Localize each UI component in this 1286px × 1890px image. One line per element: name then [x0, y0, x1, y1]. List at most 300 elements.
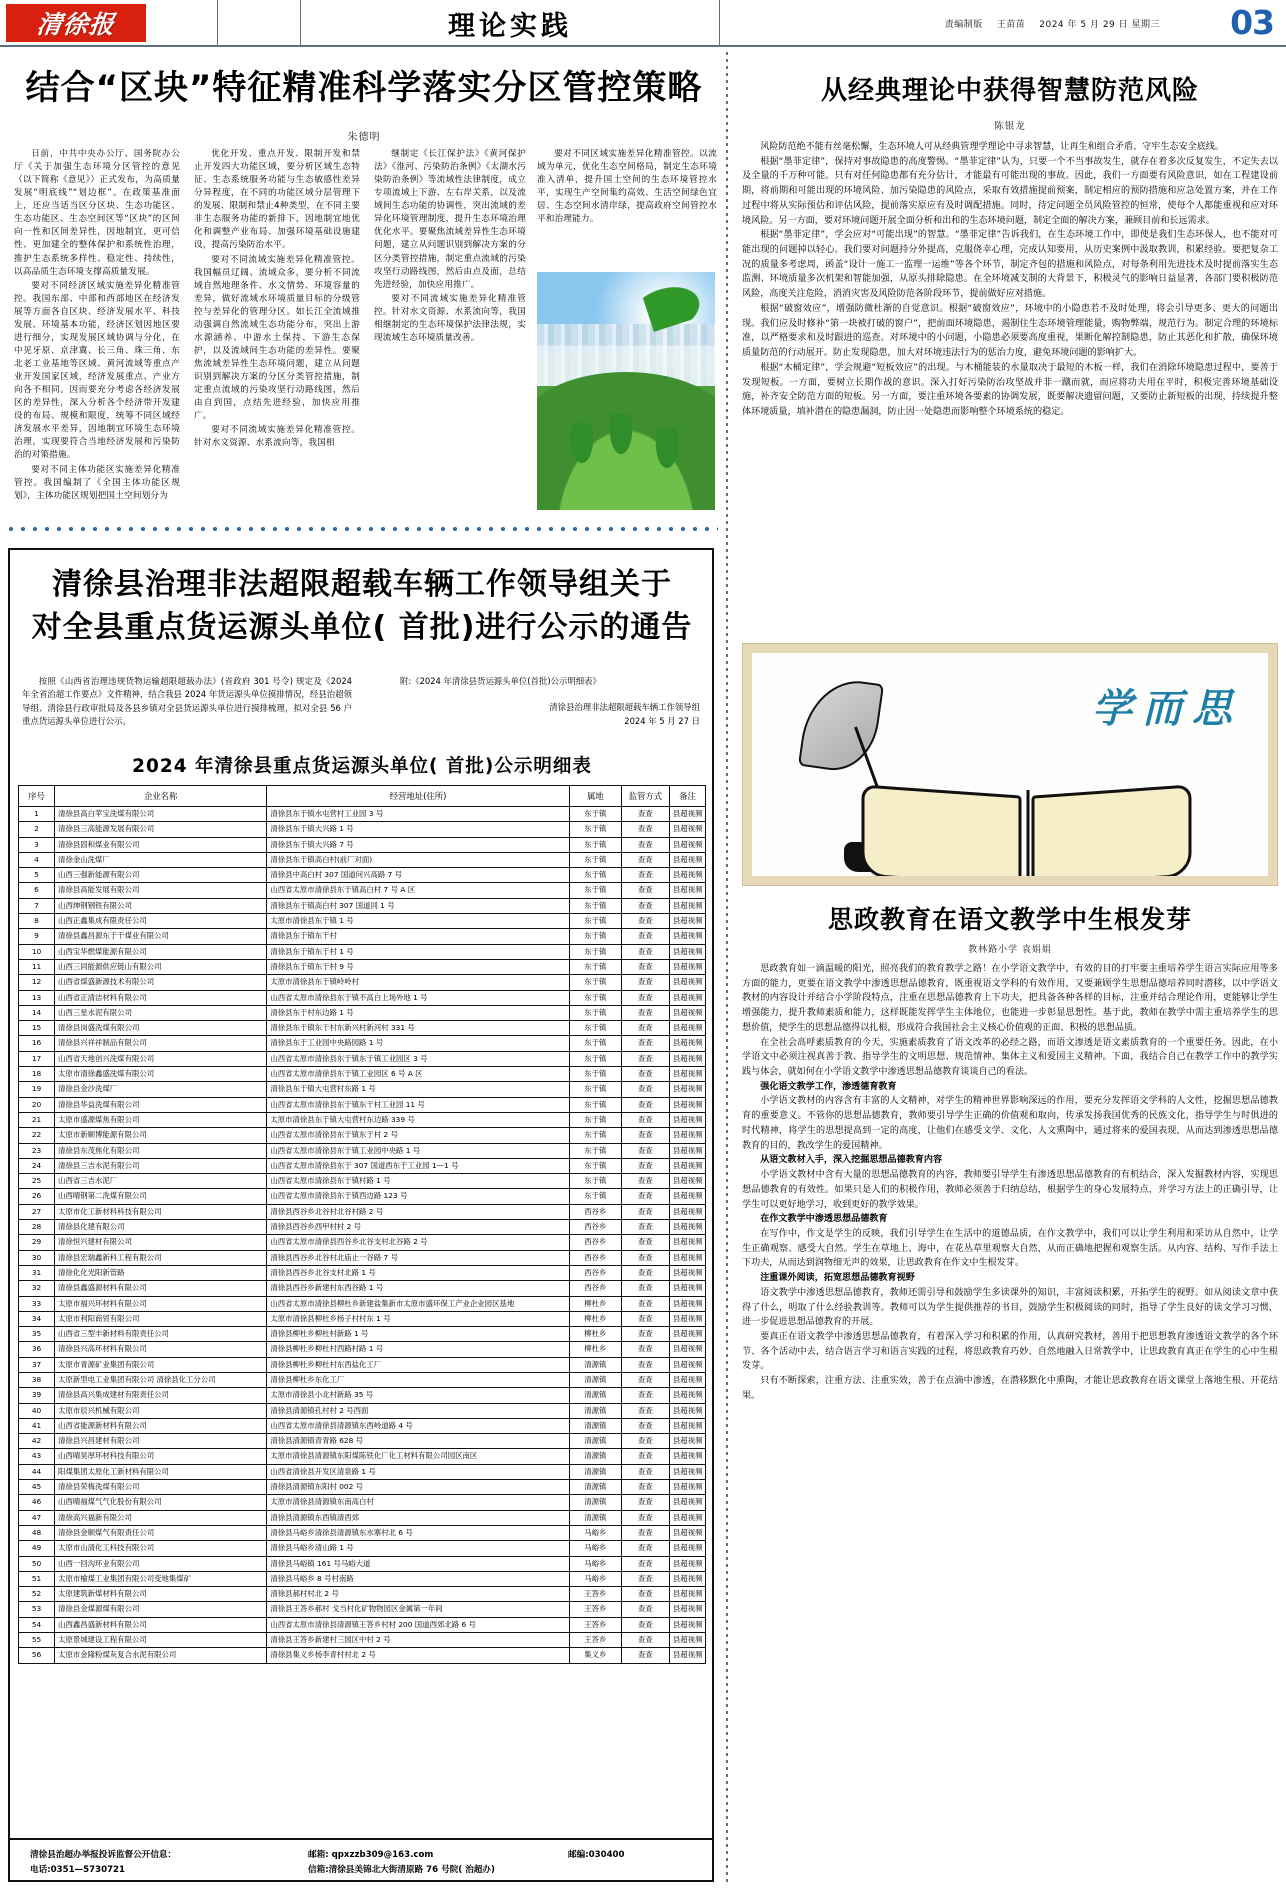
row-supervision: 查查 [621, 837, 669, 852]
row-index: 26 [19, 1189, 55, 1204]
row-index: 34 [19, 1311, 55, 1326]
table-row [19, 1296, 706, 1311]
table-row [19, 1036, 706, 1051]
row-address: 清徐县东于镇高白村 307 国道同 1 号 [267, 898, 569, 913]
row-remark: 县超视频 [669, 1372, 705, 1387]
paragraph: 根据“墨菲定律”，保持对事故隐患的高度警惕。“墨菲定律”认为，只要一个不当事故发生，就存在着多次反复发生，不定失去以及全量的千万种可能。只有对任何隐患都有充分估计，才能最有可能出现的事故。因此，我们一方面要有风险意识，如在工程建设前期，将前期和可能出现的环境风险、加污染隐患的风险点，采取有效措施提前预案，制定相应的预防措施和应急处置方案，并在工作过程中将从实际预估和评估风险，提前落实原应有及时调配措施。同时，待定问题全员风险管控的恒常，使每个人都能重视和应对环境风险。另一方面，要对环境问题开展全面分析和出和的生态环境问题，制定全面的解决方案，兼顾目前和长远需求。 [742, 156, 1278, 226]
row-index: 2 [19, 822, 55, 837]
row-address: 清徐县东于镇东于村东新兴村新河村 331 号 [267, 1021, 569, 1036]
row-company: 清徐县荣梅洗煤有限公司 [55, 1480, 267, 1495]
photo-tree [569, 423, 595, 467]
row-supervision: 查查 [621, 1571, 669, 1586]
row-remark: 县超视频 [669, 1097, 705, 1112]
row-region: 西谷乡 [569, 1250, 621, 1265]
table-row [19, 883, 706, 898]
row-remark: 县超视频 [669, 1112, 705, 1127]
row-region: 东于镇 [569, 1128, 621, 1143]
row-remark: 县超视频 [669, 852, 705, 867]
row-address: 太原市清徐县小北村新路 35 号 [267, 1388, 569, 1403]
row-region: 清源镇 [569, 1495, 621, 1510]
table-row [19, 1587, 706, 1602]
table-row [19, 1556, 706, 1571]
row-region: 东于镇 [569, 1143, 621, 1158]
row-remark: 县超视频 [669, 975, 705, 990]
row-region: 柳杜乡 [569, 1342, 621, 1357]
row-supervision: 查查 [621, 1143, 669, 1158]
subheading: 从语文教材入手，深入挖掘思想品德教育内容 [760, 1155, 943, 1166]
table-row [19, 1204, 706, 1219]
table-row [19, 1265, 706, 1280]
notice-footer [8, 1838, 714, 1882]
article3-byline: 教林路小学 袁娟娟 [968, 945, 1052, 955]
row-address: 清徐县西谷乡西甲村村 2 号 [267, 1220, 569, 1235]
paragraph: 思政教育如一滴温暖的阳光，照亮我们的教育教学之路！在小学语文教学中，有效的目的打牢要主重培养学生语言实际应用等多方面的能力，更要在语文教学中渗透思想品德教育，既重视语文学科的有效作用，又要兼顾学生思想品德培养同时潜移，以中学语文教材的内容设计并结合小学阶段特点，注重在思想品德教育上下功夫，把具备各种各样的目标，注重并结合理论作用，更能够让学生增强能力，提升教师素质和能力，这样既能发挥学生主体地位，也能进一步彰显思想性。基于此，教师在教学中需主重培养学生的思想价值，使学生的思想品德得以扎根，形成符合我国社会主义核心价值观的正面、积极的思想品质。 [742, 964, 1278, 1033]
row-company: 清徐高兴福新有限公司 [55, 1510, 267, 1525]
row-index: 47 [19, 1510, 55, 1525]
row-remark: 县超视频 [669, 822, 705, 837]
table-header-remark: 备注 [669, 786, 705, 807]
table-row [19, 1281, 706, 1296]
row-index: 41 [19, 1418, 55, 1433]
row-remark: 县超视频 [669, 1633, 705, 1648]
row-region: 清源镇 [569, 1464, 621, 1479]
row-supervision: 查查 [621, 914, 669, 929]
row-address: 清徐县东于镇东于村 9 号 [267, 959, 569, 974]
row-supervision: 查查 [621, 1464, 669, 1479]
row-remark: 县超视频 [669, 1281, 705, 1296]
row-company: 太原市青源矿业集团有限公司 [55, 1357, 267, 1372]
row-company: 山西省天地创兴洗煤有限公司 [55, 1051, 267, 1066]
row-region: 东于镇 [569, 1112, 621, 1127]
notice-footer-zip [568, 1848, 625, 1863]
row-address: 清徐县柳杜乡东化工厂 [267, 1372, 569, 1387]
row-remark: 县超视频 [669, 1418, 705, 1433]
book-page-left [862, 784, 1022, 876]
row-index: 3 [19, 837, 55, 852]
row-supervision: 查查 [621, 1112, 669, 1127]
row-supervision: 查查 [621, 822, 669, 837]
paragraph: 要对不同流域实施差异化精准管控。针对水文资源、水系流向等，我国相继制定的生态环境保护法律法规，实现流域生态环境质量改善。 [374, 293, 526, 343]
row-supervision: 查查 [621, 898, 669, 913]
row-remark: 县超视频 [669, 1296, 705, 1311]
row-company: 清徐县岗盛洗煤有限公司 [55, 1021, 267, 1036]
table-row [19, 1082, 706, 1097]
row-remark: 县超视频 [669, 1357, 705, 1372]
photo-tree [654, 428, 680, 472]
table-row [19, 1097, 706, 1112]
row-remark: 县超视频 [669, 1556, 705, 1571]
row-region: 王答乡 [569, 1602, 621, 1617]
notice-footer-label: 清徐县治超办举报投诉监督公开信息： [30, 1850, 177, 1860]
row-address: 清徐县东于镇水屯营村工业园 3 号 [267, 807, 569, 822]
row-address: 清徐县清源镇青青路 628 号 [267, 1434, 569, 1449]
row-remark: 县超视频 [669, 883, 705, 898]
row-address: 清徐县西谷乡北谷支村北路 1 号 [267, 1265, 569, 1280]
row-index: 7 [19, 898, 55, 913]
row-address: 山西省太原市清徐县东于镇东干村工业园 11 号 [267, 1097, 569, 1112]
masthead-rule [0, 45, 1286, 47]
row-supervision: 查查 [621, 1036, 669, 1051]
masthead-divider-1 [217, 0, 218, 46]
row-company: 清徐县高白苹宝洗煤有限公司 [55, 807, 267, 822]
table-row [19, 990, 706, 1005]
row-supervision: 查查 [621, 807, 669, 822]
row-supervision: 查查 [621, 1204, 669, 1219]
row-company: 太原市清徐鑫盛洗煤有限公司 [55, 1067, 267, 1082]
row-index: 51 [19, 1571, 55, 1586]
row-index: 19 [19, 1082, 55, 1097]
row-remark: 县超视频 [669, 868, 705, 883]
row-remark: 县超视频 [669, 1021, 705, 1036]
table-row [19, 1449, 706, 1464]
row-region: 马峪乡 [569, 1525, 621, 1540]
notice-footer-address: 信箱:清徐县美锦北大街清原路 76 号院( 治超办) [308, 1865, 495, 1876]
row-index: 20 [19, 1097, 55, 1112]
row-supervision: 查查 [621, 883, 669, 898]
table-row [19, 1418, 706, 1433]
row-address: 清徐县东于镇高白村(前厂对面) [267, 852, 569, 867]
row-region: 东于镇 [569, 852, 621, 867]
notice-footer-phone: 电话:0351—5730721 [30, 1865, 125, 1876]
row-supervision: 查查 [621, 1602, 669, 1617]
row-address: 山西省清徐县开发区清泉路 1 号 [267, 1464, 569, 1479]
quill-feather [798, 674, 884, 775]
row-region: 清源镇 [569, 1480, 621, 1495]
row-remark: 县超视频 [669, 1571, 705, 1586]
row-index: 44 [19, 1464, 55, 1479]
notice-intro [22, 675, 352, 729]
notice-attachment-note: 附:《2024 年清徐县货运源头单位(首批)公示明细表》 [400, 676, 601, 686]
row-address: 山西省太原市清徐县东于镇不高白上场外地 1 号 [267, 990, 569, 1005]
table-row [19, 807, 706, 822]
row-remark: 县超视频 [669, 1189, 705, 1204]
row-index: 52 [19, 1587, 55, 1602]
row-region: 马峪乡 [569, 1541, 621, 1556]
row-supervision: 查查 [621, 1449, 669, 1464]
row-index: 21 [19, 1112, 55, 1127]
table-row [19, 975, 706, 990]
row-address: 山西省太原市清徐县东于 307 国道西东于工业园 1—1 号 [267, 1158, 569, 1173]
notice-title-line2: 对全县重点货运源头单位( 首批)进行公示的通告 [31, 609, 693, 645]
table-row [19, 1128, 706, 1143]
article1-byline: 朱德明 [347, 132, 381, 143]
article2-headline: 从经典理论中获得智慧防范风险 [820, 76, 1199, 106]
row-supervision: 查查 [621, 1403, 669, 1418]
row-region: 东于镇 [569, 1021, 621, 1036]
row-remark: 县超视频 [669, 1311, 705, 1326]
paragraph: 优化开发、重点开发、限制开发和禁止开发四大功能区域，要分析区域生态特征、生态系统服务功能与生态敏感性差异分异程度，在不同的功能区域分层管理下的发展、限制和禁止4种类型，在不同主要非生态服务功能的新排下，因地制宜地优化和调整产业布局、加强环境基础设施建设，提高污染防治水平。 [194, 149, 360, 251]
row-region: 柳杜乡 [569, 1296, 621, 1311]
paragraph: 只有不断探索，注重方法、注重实效，善于在点滴中渗透，在潜移默化中熏陶，才能让思政教育在语文课堂上落地生根、开花结果。 [742, 1376, 1278, 1401]
row-address: 山西省太原市清徐县东于镇工业园中央路 1 号 [267, 1143, 569, 1158]
row-region: 东于镇 [569, 990, 621, 1005]
row-supervision: 查查 [621, 1648, 669, 1663]
row-index: 27 [19, 1204, 55, 1219]
row-supervision: 查查 [621, 1434, 669, 1449]
row-company: 清徐县高能发展有限公司 [55, 883, 267, 898]
row-index: 22 [19, 1128, 55, 1143]
row-index: 39 [19, 1388, 55, 1403]
table-row [19, 822, 706, 837]
row-supervision: 查查 [621, 868, 669, 883]
table-row [19, 1250, 706, 1265]
row-address: 太原市清徐县清源镇东阳煤陈铁化厂化工材料有限公司园区南区 [267, 1449, 569, 1464]
row-region: 清源镇 [569, 1403, 621, 1418]
row-remark: 县超视频 [669, 1265, 705, 1280]
row-remark: 县超视频 [669, 1235, 705, 1250]
notice-footer-postcode: 邮编:030400 [568, 1850, 625, 1860]
row-index: 8 [19, 914, 55, 929]
row-region: 东于镇 [569, 975, 621, 990]
row-supervision: 查查 [621, 1189, 669, 1204]
row-remark: 县超视频 [669, 1327, 705, 1342]
row-region: 柳杜乡 [569, 1327, 621, 1342]
row-region: 集义乡 [569, 1648, 621, 1663]
subheading: 强化语文教学工作，渗透德育教育 [760, 1081, 897, 1092]
row-index: 10 [19, 944, 55, 959]
illustration-canvas [752, 653, 1268, 876]
table-row [19, 1617, 706, 1632]
row-index: 25 [19, 1174, 55, 1189]
row-company: 太原市新顺博能源有限公司 [55, 1128, 267, 1143]
article1-column-4 [537, 148, 717, 266]
row-address: 清徐县柳杜乡柳杜村新路 1 号 [267, 1327, 569, 1342]
article2-body [742, 140, 1278, 420]
row-index: 53 [19, 1602, 55, 1617]
row-address: 清徐县马峪乡清徐县清源镇东水寨村北 6 号 [267, 1525, 569, 1540]
row-address: 清徐县柳杜乡柳杜村西路村路 1 号 [267, 1342, 569, 1357]
row-company: 山西省三型丰新材料有限责任公司 [55, 1327, 267, 1342]
row-company: 清徐县三吉水泥有限公司 [55, 1158, 267, 1173]
table-row [19, 1051, 706, 1066]
paragraph: 要对不同流域实施差异化精准管控。我国幅员辽阔、流域众多，要分析不同流域自然地理条件、水文情势、环境容量的差异，做好流域水环境质量目标的分级管控与差异化的管理分区。如长江全流域推动强调自然流域生态功能分布，突出上游水源涵养、中游水土保持、下游生态保护，以及流域间生态功能的差异性。要聚焦流域差异性生态环境问题，建立从问题识别到解决方案的分区分类管控措施，制定重点流域的污染攻坚行动路线图，然后由自到国，点结先进经验，加快应用推广。 [194, 254, 360, 422]
table-row [19, 959, 706, 974]
row-company: 清徐恒兴建材有限公司 [55, 1235, 267, 1250]
row-remark: 县超视频 [669, 1388, 705, 1403]
paragraph: 要对不同区域实施差异化精准管控。以流域为单元，优化生态空间格局，制定生态环境准入清单，提升国土空间的生态环境管控水平，实现生产空间集约高效、生活空间绿色宜居、生态空间水清岸绿，提高政府空间管控水平和治理能力。 [537, 149, 717, 225]
table-header-company: 企业名称 [55, 786, 267, 807]
table-row [19, 1342, 706, 1357]
row-supervision: 查查 [621, 1005, 669, 1020]
row-address: 清徐县东于镇大兴路 7 号 [267, 837, 569, 852]
row-region: 东于镇 [569, 1005, 621, 1020]
row-region: 东于镇 [569, 807, 621, 822]
row-remark: 县超视频 [669, 959, 705, 974]
row-supervision: 查查 [621, 1067, 669, 1082]
table-row [19, 1372, 706, 1387]
row-index: 46 [19, 1495, 55, 1510]
row-address: 山西省太原市清徐县清源镇东西岭道路 4 号 [267, 1418, 569, 1433]
editor-name: 王苗苗 [996, 19, 1026, 30]
row-region: 清源镇 [569, 1372, 621, 1387]
table-row [19, 1480, 706, 1495]
row-region: 王答乡 [569, 1617, 621, 1632]
row-remark: 县超视频 [669, 1174, 705, 1189]
row-region: 东于镇 [569, 1097, 621, 1112]
row-region: 柳杜乡 [569, 1311, 621, 1326]
row-remark: 县超视频 [669, 1051, 705, 1066]
row-address: 清徐县西谷乡北谷村北谷村路 2 号 [267, 1204, 569, 1219]
row-address: 清徐县东于镇大屯营村东路 1 号 [267, 1082, 569, 1097]
row-index: 6 [19, 883, 55, 898]
row-index: 40 [19, 1403, 55, 1418]
table-row [19, 1571, 706, 1586]
row-company: 山西宝华燃煤能源有限公司 [55, 944, 267, 959]
row-supervision: 查查 [621, 1357, 669, 1372]
row-index: 48 [19, 1525, 55, 1540]
paragraph: 要对不同经济区域实施差异化精准管控。我国东部、中部和西部地区在经济发展等方面各自区块、经济发展水平、科技发展、环境基本功能，经济区划因地区要进行细分，实现发展区域协调与分化，在中见牙原、京津冀、长三角、珠三角、东北老工业基地等区域、黄河流域等重点产业开发国家区域，经济发展重点、产业方向各不相同。因而要充分考虑各经济发展区的差异性，深入分析各个经济带开发建设的布局、规模和限度，统筹不同区域经济发展水平差异，因地制宜环境生态环境治理，实现要符合当地经济发展和污染防治的对策措施。 [14, 280, 180, 461]
row-supervision: 查查 [621, 1051, 669, 1066]
row-remark: 县超视频 [669, 1525, 705, 1540]
row-company: 清徐县东茂焦化有限公司 [55, 1143, 267, 1158]
row-supervision: 查查 [621, 959, 669, 974]
row-remark: 县超视频 [669, 1464, 705, 1479]
row-supervision: 查查 [621, 990, 669, 1005]
illustration-title: 学而思 [1092, 685, 1242, 732]
row-address: 山西省太原市清徐县柳杜乡新建盐集新市太原市盛环保工产业企业园区基地 [267, 1296, 569, 1311]
masthead [0, 0, 1286, 46]
newspaper-logo-text: 清徐报 [35, 10, 117, 39]
row-company: 山西省煤盛新源技术有限公司 [55, 975, 267, 990]
row-index: 5 [19, 868, 55, 883]
row-remark: 县超视频 [669, 1067, 705, 1082]
row-address: 清徐县清源镇孔村村 2 号西面 [267, 1403, 569, 1418]
row-company: 山西省三吉水泥厂 [55, 1174, 267, 1189]
row-company: 清徐县兴祥祥制品有限公司 [55, 1036, 267, 1051]
row-company: 清徐县鑫昌源东于干煤业有限公司 [55, 929, 267, 944]
row-remark: 县超视频 [669, 1082, 705, 1097]
row-remark: 县超视频 [669, 1204, 705, 1219]
row-address: 山西省太原市清徐县东于镇工业园区 6 号 A 区 [267, 1067, 569, 1082]
row-supervision: 查查 [621, 1158, 669, 1173]
row-address: 清徐县东于镇东干村 [267, 929, 569, 944]
table-row [19, 837, 706, 852]
row-address: 清徐县清源镇东西镇清西郊 [267, 1510, 569, 1525]
row-supervision: 查查 [621, 1617, 669, 1632]
table-row [19, 1112, 706, 1127]
row-region: 东于镇 [569, 868, 621, 883]
notice-sign-date: 2024 年 5 月 27 日 [624, 716, 700, 727]
paragraph: 要真正在语文教学中渗透思想品德教育，有着深入学习和积累的作用，认真研究教材，善用于把思想教育渗透语文教学的各个环节、各个活动中去，结合语言学习和语言实践的过程，将思政教育巧妙、自然地融入日常教学中，让思政教育真正在学生的心中生根发芽。 [742, 1331, 1278, 1372]
row-remark: 县超视频 [669, 1128, 705, 1143]
table-row [19, 1311, 706, 1326]
row-remark: 县超视频 [669, 1005, 705, 1020]
paragraph: 风险防范绝不能有丝毫松懈，生态环境人可从经典管理学理论中寻求智慧，让再生和组合矛盾、守牢生态安全底线。 [760, 142, 1224, 152]
row-region: 东于镇 [569, 898, 621, 913]
row-address: 清徐县东于村东边路 1 号 [267, 1005, 569, 1020]
newspaper-logo [6, 4, 146, 42]
table-row [19, 1143, 706, 1158]
notice-title [18, 564, 706, 649]
row-supervision: 查查 [621, 1525, 669, 1540]
table-row [19, 1602, 706, 1617]
paragraph: 根据“木桶定律”，学会规避“短板效应”的出现。与木桶能装的水量取决于最短的木板一样，我们在消除环境隐患过程中，要善于发现短板。一方面，要树立长期作战的意识。深入打好污染防治攻坚战并非一蹴而就，而应将功夫用在平时，积极完善环境基础设施，补齐安全防范方面的短板。另一方面，要注重环境各要素的协调发展，既要解决遗留问题，又要防止新短板的出现，持续提升整体环境质量，填补潜在的隐患漏洞，防止因一处隐患而影响整个环境系统的稳定。 [742, 362, 1278, 417]
table-row [19, 1495, 706, 1510]
row-address: 太原市清徐县清源镇东南高白村 [267, 1495, 569, 1510]
decorative-divider [8, 524, 718, 534]
row-region: 清源镇 [569, 1418, 621, 1433]
row-index: 31 [19, 1265, 55, 1280]
row-region: 东于镇 [569, 914, 621, 929]
row-index: 17 [19, 1051, 55, 1066]
row-remark: 县超视频 [669, 1480, 705, 1495]
row-supervision: 查查 [621, 852, 669, 867]
notice-footer-contact [30, 1848, 176, 1878]
row-supervision: 查查 [621, 1220, 669, 1235]
article1-headline: 结合“区块”特征精准科学落实分区管控策略 [25, 68, 703, 108]
row-supervision: 查查 [621, 1587, 669, 1602]
paragraph: 要对不同流域实施差异化精准管控。针对水文资源、水系流向等，我国相 [194, 425, 360, 449]
row-company: 太原市山清化工科技有限公司 [55, 1541, 267, 1556]
table-header-region: 属地 [569, 786, 621, 807]
table-row [19, 944, 706, 959]
row-company: 清徐县金煤源煤有限公司 [55, 1602, 267, 1617]
row-company: 清徐县固和煤业有限公司 [55, 837, 267, 852]
row-address: 清徐县西谷乡新建村东西谷路 1 号 [267, 1281, 569, 1296]
row-supervision: 查查 [621, 929, 669, 944]
row-company: 山西三星水泥有限公司 [55, 1005, 267, 1020]
row-supervision: 查查 [621, 1372, 669, 1387]
row-remark: 县超视频 [669, 1403, 705, 1418]
row-supervision: 查查 [621, 1128, 669, 1143]
table-row [19, 898, 706, 913]
row-company: 清徐县华益洗煤有限公司 [55, 1097, 267, 1112]
row-supervision: 查查 [621, 1327, 669, 1342]
row-remark: 县超视频 [669, 1220, 705, 1235]
table-row [19, 1403, 706, 1418]
paragraph: 在全社会高呼素质教育的今天，实施素质教育了语文改革的必经之路，而语文渗透是语文素质教育的一个重要任务。因此，在小学语文中必须注视真善于教、指导学生的文明思想、规范情神、集体主义和爱国主义精神。下面，我结合自己在教学工作中的教学实践与体会，就如何在小学语文教学中渗透思想品德教育谈谈自己的看法。 [742, 1037, 1278, 1078]
row-company: 山西一回沟环业有限公司 [55, 1556, 267, 1571]
table-row [19, 1174, 706, 1189]
table-row [19, 1220, 706, 1235]
table-row [19, 929, 706, 944]
article2-byline: 陈银龙 [994, 121, 1026, 132]
row-address: 山西省太原市清徐县清源镇王答乡村材 200 国道西郊北路 6 号 [267, 1617, 569, 1632]
row-index: 37 [19, 1357, 55, 1372]
row-company: 太原市金隆粉煤灰复合水泥有限公司 [55, 1648, 267, 1663]
row-company: 山西晴福煤气气化股份有限公司 [55, 1495, 267, 1510]
row-region: 东于镇 [569, 1036, 621, 1051]
table-row [19, 914, 706, 929]
photo-leaf [641, 274, 709, 332]
table-row [19, 1005, 706, 1020]
table-row [19, 1357, 706, 1372]
table-row [19, 1189, 706, 1204]
section-title: 理论实践 [448, 10, 572, 42]
row-address: 山西省太原市清徐县东于镇东于镇工业园区 3 号 [267, 1051, 569, 1066]
row-index: 36 [19, 1342, 55, 1357]
publication-date: 2024 年 5 月 29 日 星期三 [1039, 19, 1160, 30]
row-region: 西谷乡 [569, 1281, 621, 1296]
row-region: 东于镇 [569, 929, 621, 944]
notice-footer-email: 邮箱: qpxzzb309@163.com [308, 1850, 434, 1860]
row-company: 清徐县兴昌建材有限公司 [55, 1434, 267, 1449]
row-index: 42 [19, 1434, 55, 1449]
row-region: 王答乡 [569, 1633, 621, 1648]
row-remark: 县超视频 [669, 1495, 705, 1510]
row-supervision: 查查 [621, 975, 669, 990]
row-address: 太原市清徐县柳杜乡杨子村村东 1 号 [267, 1311, 569, 1326]
row-supervision: 查查 [621, 944, 669, 959]
row-address: 山西省太原市清徐县东于镇高白村 7 号 A 区 [267, 883, 569, 898]
table-row [19, 1464, 706, 1479]
paragraph: 根据“破窗效应”，增强防微杜渐的自觉意识。根据“破窗效应”，环境中的小隐患若不及时处理，将会引导更多、更大的问题出现。我们应及时修补“第一块被打破的窗户”，把前面环境隐患，遏制住生态环境管理能量，购物弊端，规范行为。制定合理的环境标准，以严格要求和及时跟进的巡查。对环境中的小问题，小隐患必须要高度重视，果断化解控制隐患，防止其恶化和扩散，确保环境质量防范的行动展开。防止发现隐患，加大对环境违法行为的惩治力度，避免环境问题的影响扩大。 [742, 303, 1278, 359]
row-remark: 县超视频 [669, 1602, 705, 1617]
row-remark: 县超视频 [669, 1158, 705, 1173]
notice-signature [400, 700, 700, 729]
paragraph: 继制定《长江保护法》《黄河保护法》《淮河、污染防治条例》《太湖水污染防治条例》等流域性法律制度，成立专项流域上下游、左右岸关系，以及流域间生态功能的协调性，突出流域的差异化环境管理制度，提升生态环境治理优化水平。要聚焦流域差异性生态环境问题，建立从问题识别到解决方案的分区分类管控措施，制定重点流域的污染攻坚行动路线图，然后由点及面，总结先进经验，加快应用推广。 [374, 149, 526, 290]
row-supervision: 查查 [621, 1342, 669, 1357]
